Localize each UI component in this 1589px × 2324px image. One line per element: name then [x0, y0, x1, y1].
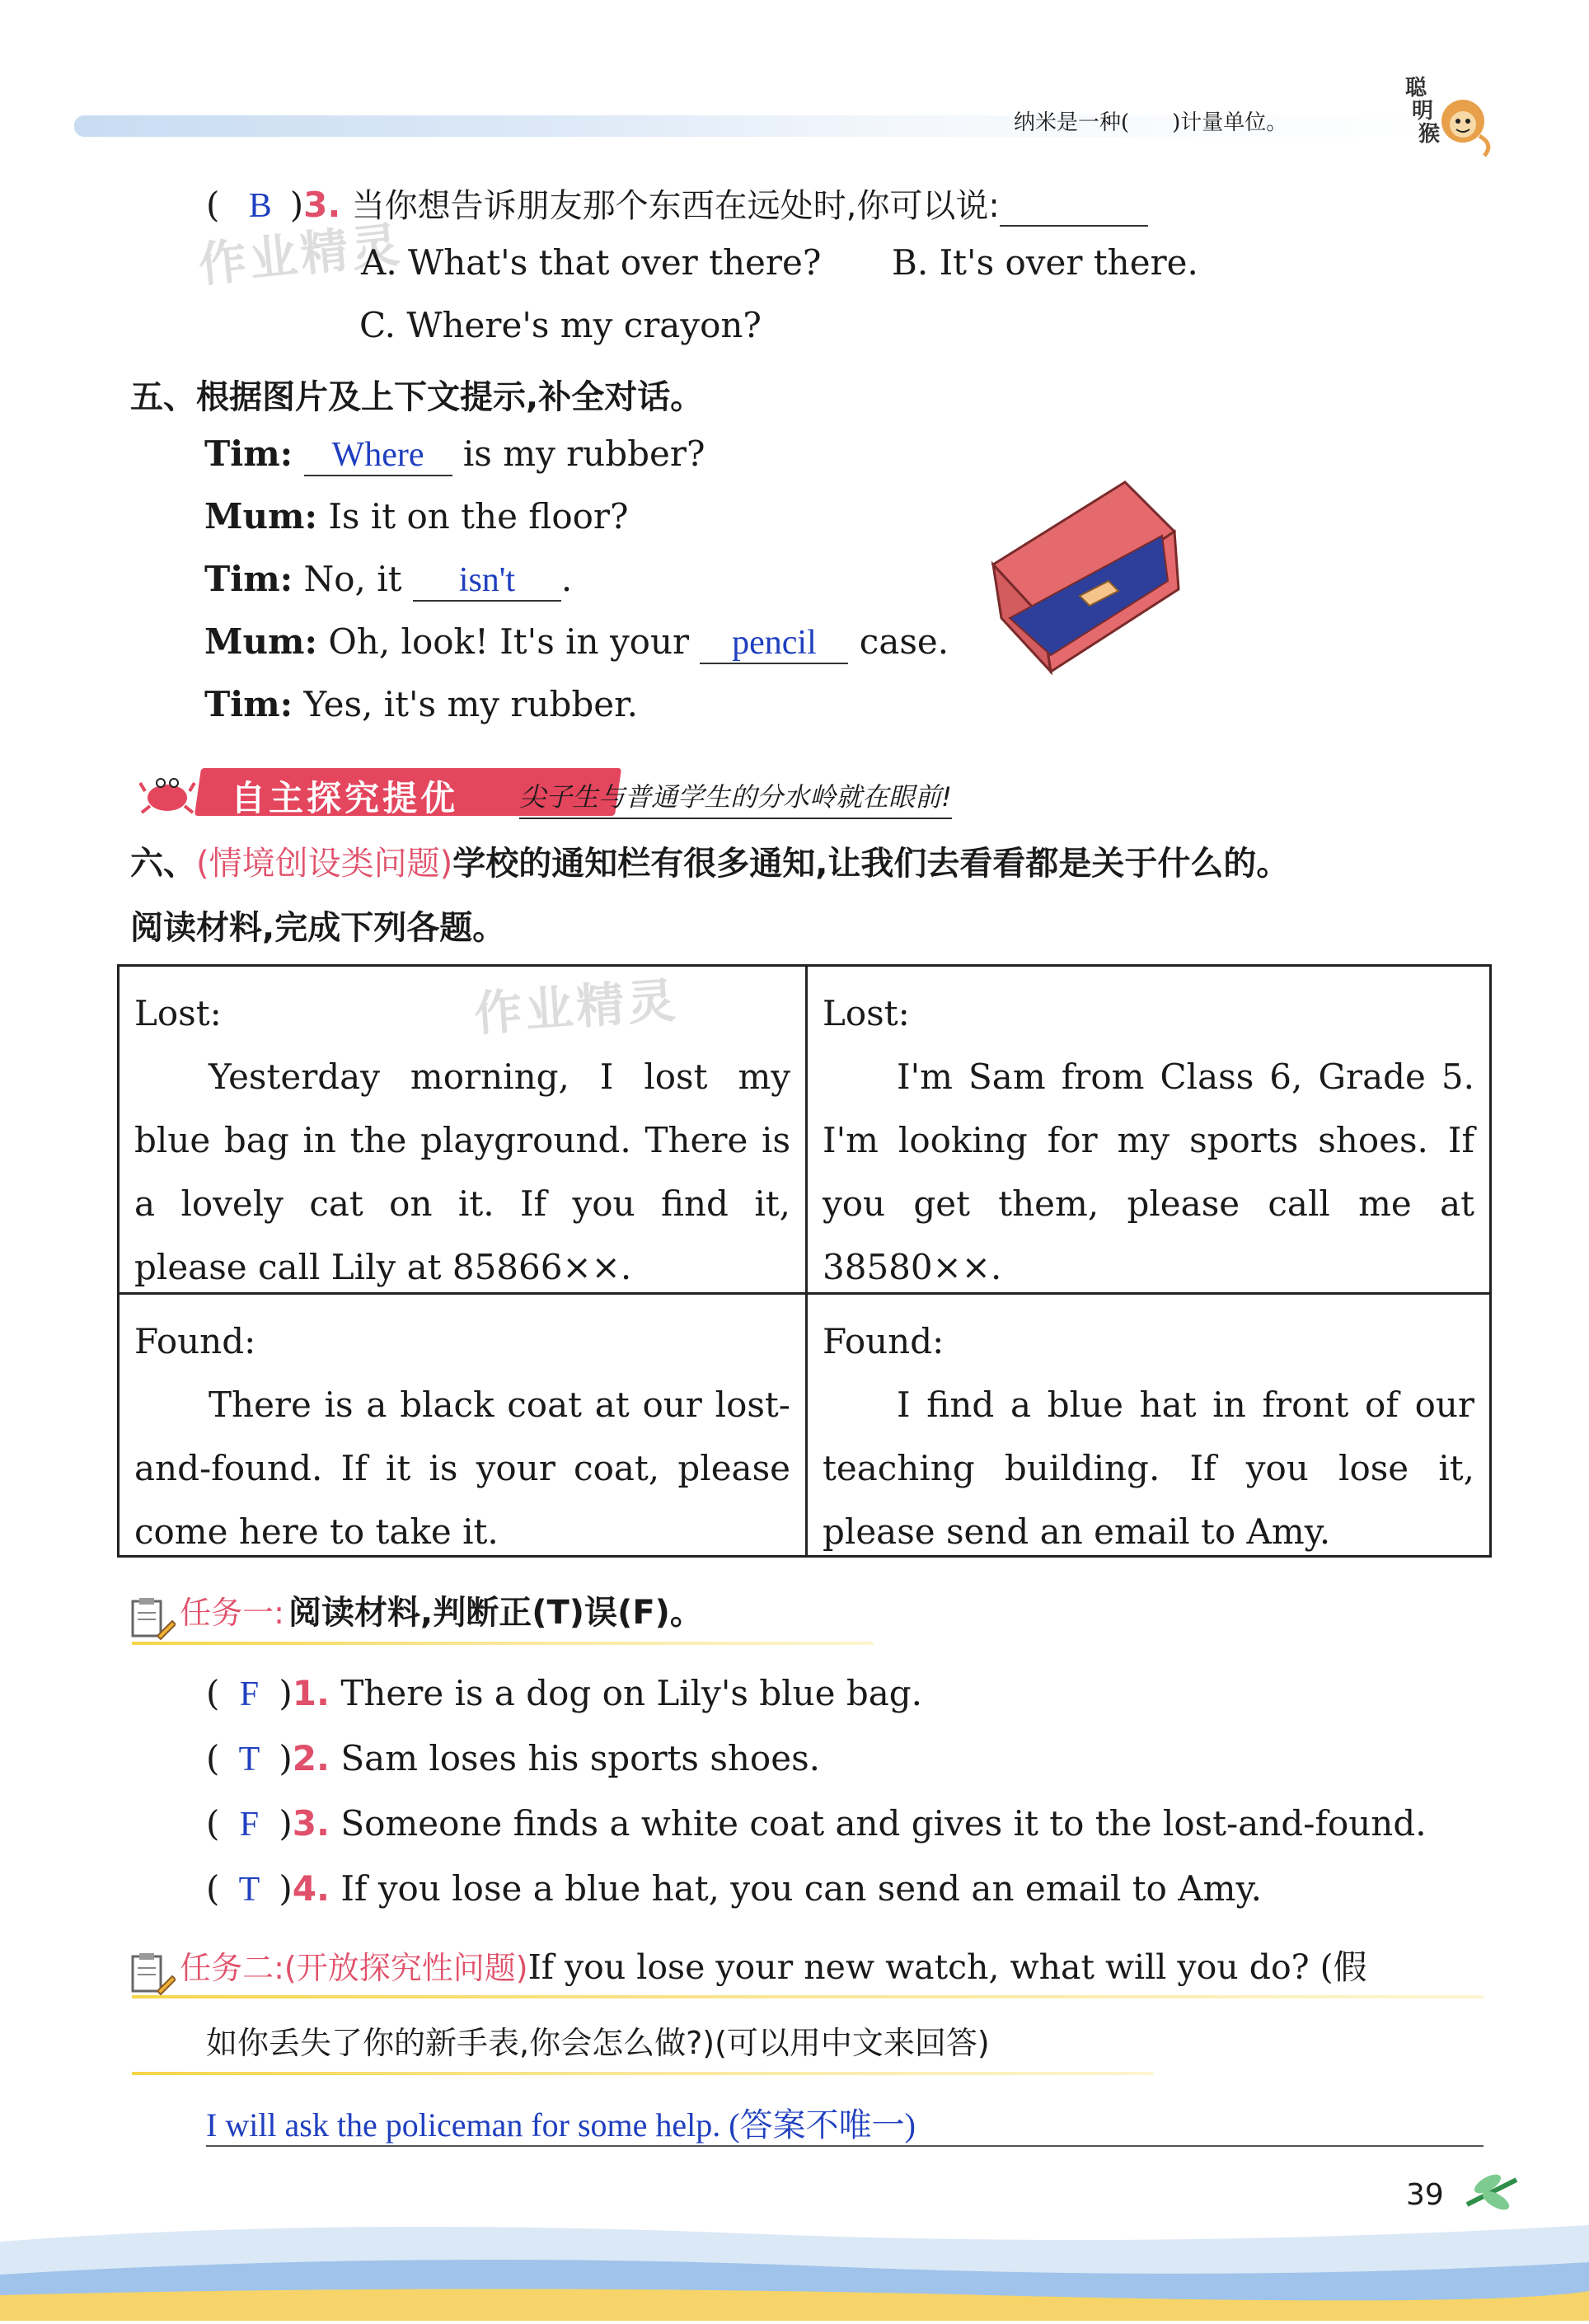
answer-blank[interactable]: Where — [304, 435, 452, 476]
question-type-tag: (开放探究性问题) — [284, 1950, 528, 1986]
banner-title: 自主探究提优 — [231, 778, 459, 818]
bottom-decoration — [0, 2184, 1589, 2321]
tf-item-2 — [206, 1738, 820, 1779]
clipboard-pencil-icon — [128, 1595, 176, 1646]
task-instruction: 阅读材料,判断正(T)误(F)。 — [288, 1594, 703, 1632]
notice-lost-sam — [808, 967, 1489, 1292]
section-6-subtitle: 阅读材料,完成下列各题。 — [130, 909, 506, 947]
option-c: C. Where's my crayon? — [359, 305, 762, 345]
notice-body: I'm Sam from Class 6, Grade 5. I'm looking for my sports shoes. If you get them, please call me at 38580××. — [823, 1057, 1474, 1287]
task-question-line2: 如你丢失了你的新手表,你会怎么做?)(可以用中文来回答) — [206, 2025, 990, 2061]
task-question: If you lose your new watch, what will you do? (假 — [527, 1947, 1367, 1987]
speaker: Tim: — [204, 433, 293, 474]
notice-heading: Lost: — [134, 993, 222, 1033]
question-number: 3. — [292, 1803, 330, 1844]
logo-char: 猴 — [1418, 122, 1441, 147]
statement-text: Someone finds a white coat and gives it to the lost-and-found. — [340, 1803, 1427, 1844]
tf-item-1 — [206, 1673, 922, 1714]
paren-close: ) — [279, 1673, 293, 1713]
notice-body-wrap — [823, 1373, 1474, 1563]
answer-line — [206, 2145, 1484, 2147]
statement-text: If you lose a blue hat, you can send an email to Amy. — [340, 1868, 1262, 1909]
answer-blank[interactable]: isn't — [413, 560, 561, 602]
notice-body-wrap — [134, 1373, 790, 1563]
answer-blank[interactable]: pencil — [700, 623, 848, 664]
dialogue-line-2 — [204, 496, 629, 536]
question-number: 1. — [292, 1673, 330, 1713]
speaker: Mum: — [204, 496, 317, 536]
notice-found-coat — [120, 1295, 805, 1555]
task-label: 任务二: — [180, 1950, 284, 1986]
dialogue-text: is my rubber? — [452, 433, 705, 474]
section-banner — [132, 766, 1038, 824]
question-number: 4. — [292, 1868, 330, 1909]
dialogue-line-4 — [204, 621, 949, 664]
task-underline — [132, 1995, 1484, 1998]
option-a: A. What's that over there? — [361, 242, 822, 283]
option-b: B. It's over there. — [892, 242, 1198, 283]
paren-close: ) — [279, 1738, 293, 1778]
clipboard-pencil-icon — [128, 1950, 176, 2001]
speaker: Tim: — [204, 684, 293, 724]
pencil-case-illustration — [985, 474, 1183, 691]
dialogue-line-5 — [204, 684, 638, 724]
answer-blank[interactable]: B — [248, 187, 272, 225]
crab-icon — [138, 768, 196, 821]
answer-blank[interactable]: T — [238, 1741, 260, 1778]
question-text: 当你想告诉朋友那个东西在远处时,你可以说: — [351, 187, 1000, 225]
notice-body: Yesterday morning, I lost my blue bag in the playground. There is a lovely cat on it. If you find it, please call Lily at 85866××. — [134, 1057, 790, 1287]
question-3 — [206, 180, 1148, 227]
watermark: 作业精灵 — [195, 216, 405, 293]
paren-close: ) — [279, 1803, 293, 1844]
question-number: 2. — [292, 1738, 330, 1778]
task-2-header — [128, 1940, 1367, 2001]
banner-subtitle: 尖子生与普通学生的分水岭就在眼前! — [519, 776, 952, 819]
task-underline — [132, 2072, 1154, 2075]
notice-body-wrap — [823, 1045, 1474, 1299]
dialogue-line-3 — [204, 559, 572, 602]
notice-found-hat — [808, 1295, 1489, 1555]
task-1-header — [128, 1586, 703, 1646]
notice-lost-lily — [120, 967, 805, 1292]
task-label: 任务一: — [180, 1595, 284, 1631]
header-hint: 纳米是一种( )计量单位。 — [1014, 110, 1288, 135]
section-prefix: 六、 — [130, 845, 196, 883]
paren-open: ( — [206, 1868, 220, 1909]
answer-blank[interactable]: T — [238, 1871, 260, 1909]
logo-char: 聪 — [1405, 76, 1427, 101]
paren-close: ) — [289, 185, 304, 225]
paren-close: ) — [279, 1868, 293, 1909]
task-underline — [132, 1642, 874, 1645]
dragonfly-icon — [1459, 2163, 1525, 2224]
dialogue-text: Is it on the floor? — [316, 496, 629, 536]
statement-text: Sam loses his sports shoes. — [340, 1738, 820, 1778]
tf-item-3 — [206, 1803, 1427, 1844]
dialogue-text: case. — [848, 621, 949, 662]
logo-char: 明 — [1412, 99, 1434, 124]
answer-blank[interactable]: F — [239, 1675, 260, 1713]
notice-body: I find a blue hat in front of our teaching building. If you lose it, please send an email to Amy. — [823, 1385, 1474, 1552]
notice-body: There is a black coat at our lost-and-found. If it is your coat, please come here to take it. — [134, 1385, 790, 1552]
dialogue-text: . — [560, 559, 573, 599]
notice-body-wrap — [134, 1045, 790, 1299]
answer-blank[interactable]: F — [239, 1806, 260, 1844]
dialogue-text: Yes, it's my rubber. — [293, 684, 638, 724]
question-type-tag: (情境创设类问题) — [196, 845, 453, 883]
open-answer[interactable]: I will ask the policeman for some help. (答案不唯一) — [206, 2106, 916, 2144]
notice-heading: Lost: — [823, 993, 910, 1033]
dialogue-text: No, it — [293, 559, 413, 599]
dialogue-line-1 — [204, 433, 705, 476]
monkey-logo-icon — [1405, 70, 1496, 161]
section-6-title — [130, 837, 1289, 884]
notice-heading: Found: — [823, 1321, 944, 1361]
page-number: 39 — [1406, 2178, 1444, 2212]
section-title-text: 学校的通知栏有很多通知,让我们去看看都是关于什么的。 — [452, 845, 1290, 883]
paren-open: ( — [206, 1803, 220, 1844]
paren-open: ( — [206, 185, 220, 225]
notice-heading: Found: — [134, 1321, 256, 1361]
watermark: 作业精灵 — [472, 972, 681, 1043]
speaker: Tim: — [204, 559, 293, 599]
statement-text: There is a dog on Lily's blue bag. — [340, 1673, 923, 1713]
paren-open: ( — [206, 1673, 220, 1713]
tf-item-4 — [206, 1868, 1262, 1909]
speaker: Mum: — [204, 621, 317, 662]
section-5-title: 五、根据图片及上下文提示,补全对话。 — [130, 378, 704, 416]
paren-open: ( — [206, 1738, 220, 1778]
question-number: 3. — [303, 185, 341, 225]
answer-line[interactable] — [1000, 185, 1148, 227]
notice-board-table — [117, 964, 1492, 1558]
dialogue-text: Oh, look! It's in your — [316, 621, 701, 662]
